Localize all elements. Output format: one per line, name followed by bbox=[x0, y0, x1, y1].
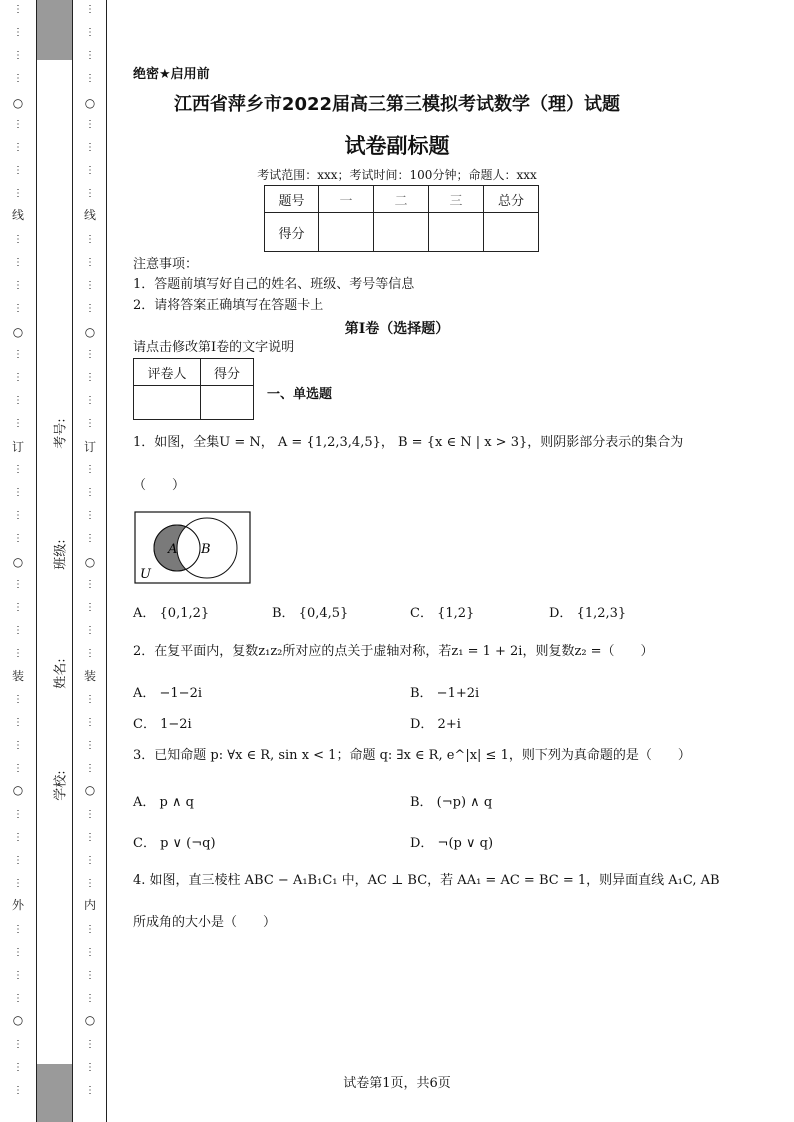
score-header: 三 bbox=[429, 186, 484, 213]
part-label: 一、单选题 bbox=[267, 387, 333, 402]
margin-dot: ⋮ bbox=[85, 878, 95, 889]
score-header: 总分 bbox=[484, 186, 539, 213]
margin-marker: 线 bbox=[11, 208, 24, 222]
margin-dot: ⋮ bbox=[13, 717, 23, 728]
venn-label-a: A bbox=[168, 542, 178, 557]
margin-dot: ⋮ bbox=[13, 280, 23, 291]
margin-dot: ⋮ bbox=[85, 763, 95, 774]
student-id-label: 考号: bbox=[53, 418, 69, 449]
margin-dot: ⋮ bbox=[85, 924, 95, 935]
exam-info: 考试范围：xxx；考试时间：100分钟；命题人：xxx bbox=[257, 168, 537, 182]
margin-dot: ⋮ bbox=[13, 924, 23, 935]
inner-dotted-column bbox=[82, 0, 98, 1122]
score-cell[interactable] bbox=[429, 213, 484, 252]
margin-dot: ⋮ bbox=[85, 648, 95, 659]
margin-circle: ○ bbox=[12, 783, 24, 797]
margin-dot: ⋮ bbox=[85, 809, 95, 820]
margin-dot: ⋮ bbox=[85, 372, 95, 383]
margin-dot: ⋮ bbox=[13, 50, 23, 61]
page-footer: 试卷第1页，共6页 bbox=[343, 1076, 451, 1091]
question-3-stem: 3．已知命题 p: ∀x ∈ R, sin x < 1；命题 q: ∃x ∈ R, e^|x| ≤ 1，则下列为真命题的是（ ） bbox=[133, 748, 691, 763]
venn-label-u: U bbox=[140, 567, 151, 582]
margin-dot: ⋮ bbox=[13, 993, 23, 1004]
margin-dot: ⋮ bbox=[85, 533, 95, 544]
margin-dot: ⋮ bbox=[85, 4, 95, 15]
margin-marker: 内 bbox=[83, 898, 96, 912]
margin-dot: ⋮ bbox=[85, 27, 95, 38]
venn-diagram bbox=[134, 511, 252, 585]
score-cell[interactable] bbox=[374, 213, 429, 252]
exam-subtitle: 试卷副标题 bbox=[344, 134, 450, 158]
margin-circle: ○ bbox=[12, 555, 24, 569]
margin-dot: ⋮ bbox=[13, 418, 23, 429]
grader-table bbox=[133, 358, 254, 420]
margin-circle: ○ bbox=[84, 325, 96, 339]
margin-dot: ⋮ bbox=[85, 579, 95, 590]
venn-label-b: B bbox=[201, 542, 211, 557]
margin-dot: ⋮ bbox=[85, 73, 95, 84]
margin-marker: 订 bbox=[11, 440, 24, 454]
margin-dot: ⋮ bbox=[13, 625, 23, 636]
margin-dot: ⋮ bbox=[85, 142, 95, 153]
margin-dot: ⋮ bbox=[13, 855, 23, 866]
margin-dot: ⋮ bbox=[85, 740, 95, 751]
margin-dot: ⋮ bbox=[13, 579, 23, 590]
margin-divider bbox=[36, 0, 37, 1122]
margin-dot: ⋮ bbox=[13, 510, 23, 521]
margin-marker: 外 bbox=[11, 898, 24, 912]
margin-dot: ⋮ bbox=[13, 464, 23, 475]
margin-divider bbox=[72, 0, 73, 1122]
margin-dot: ⋮ bbox=[13, 1039, 23, 1050]
margin-dot: ⋮ bbox=[85, 993, 95, 1004]
q2-option-c[interactable]: C． 1−2i bbox=[133, 717, 192, 732]
score-row-label: 得分 bbox=[265, 213, 319, 252]
margin-marker: 装 bbox=[11, 669, 24, 683]
margin-dot: ⋮ bbox=[13, 303, 23, 314]
margin-dot: ⋮ bbox=[85, 1085, 95, 1096]
margin-marker: 装 bbox=[83, 669, 96, 683]
margin-dot: ⋮ bbox=[13, 694, 23, 705]
q3-option-d[interactable]: D． ¬(p ∨ q) bbox=[410, 836, 494, 851]
margin-dot: ⋮ bbox=[13, 349, 23, 360]
margin-dot: ⋮ bbox=[85, 349, 95, 360]
grader-cell[interactable] bbox=[134, 386, 201, 420]
margin-dot: ⋮ bbox=[85, 717, 95, 728]
question-4-stem-cont: 所成角的大小是（ ） bbox=[133, 915, 277, 930]
score-cell[interactable] bbox=[319, 213, 374, 252]
q1-option-a[interactable]: A． {0,1,2} bbox=[133, 606, 210, 621]
margin-dot: ⋮ bbox=[85, 694, 95, 705]
margin-dot: ⋮ bbox=[85, 303, 95, 314]
school-label: 学校: bbox=[53, 770, 69, 801]
margin-dot: ⋮ bbox=[13, 1062, 23, 1073]
margin-dot: ⋮ bbox=[13, 648, 23, 659]
margin-dot: ⋮ bbox=[85, 970, 95, 981]
margin-dot: ⋮ bbox=[85, 625, 95, 636]
margin-dot: ⋮ bbox=[13, 602, 23, 613]
margin-circle: ○ bbox=[84, 96, 96, 110]
margin-circle: ○ bbox=[12, 96, 24, 110]
margin-dot: ⋮ bbox=[85, 464, 95, 475]
margin-dot: ⋮ bbox=[85, 395, 95, 406]
margin-shade-top bbox=[37, 0, 72, 60]
margin-dot: ⋮ bbox=[13, 763, 23, 774]
note-item: 2．请将答案正确填写在答题卡上 bbox=[133, 298, 324, 313]
margin-dot: ⋮ bbox=[13, 970, 23, 981]
margin-dot: ⋮ bbox=[85, 855, 95, 866]
margin-circle: ○ bbox=[84, 1013, 96, 1027]
section-instruction[interactable]: 请点击修改第I卷的文字说明 bbox=[133, 340, 295, 355]
score-table bbox=[264, 185, 539, 252]
margin-dot: ⋮ bbox=[13, 740, 23, 751]
margin-dot: ⋮ bbox=[85, 188, 95, 199]
margin-dot: ⋮ bbox=[13, 27, 23, 38]
margin-dot: ⋮ bbox=[85, 510, 95, 521]
q1-option-b[interactable]: B． {0,4,5} bbox=[272, 606, 349, 621]
q3-option-c[interactable]: C． p ∨ (¬q) bbox=[133, 836, 216, 851]
margin-dot: ⋮ bbox=[85, 418, 95, 429]
grader-cell[interactable] bbox=[201, 386, 254, 420]
grader-header: 得分 bbox=[201, 359, 254, 386]
margin-dot: ⋮ bbox=[13, 533, 23, 544]
margin-dot: ⋮ bbox=[13, 395, 23, 406]
score-header: 题号 bbox=[265, 186, 319, 213]
score-header: 一 bbox=[319, 186, 374, 213]
margin-dot: ⋮ bbox=[13, 809, 23, 820]
margin-dot: ⋮ bbox=[85, 119, 95, 130]
margin-dot: ⋮ bbox=[85, 234, 95, 245]
q2-option-d[interactable]: D． 2+i bbox=[410, 717, 461, 732]
margin-dot: ⋮ bbox=[85, 602, 95, 613]
margin-marker: 订 bbox=[83, 440, 96, 454]
exam-title: 江西省萍乡市2022届高三第三模拟考试数学（理）试题 bbox=[173, 94, 621, 115]
q1-option-d[interactable]: D． {1,2,3} bbox=[549, 606, 627, 621]
section-title: 第I卷（选择题） bbox=[344, 321, 450, 337]
margin-dot: ⋮ bbox=[13, 234, 23, 245]
margin-dot: ⋮ bbox=[85, 1062, 95, 1073]
q3-option-a[interactable]: A． p ∧ q bbox=[133, 795, 194, 810]
margin-dot: ⋮ bbox=[13, 257, 23, 268]
margin-dot: ⋮ bbox=[85, 50, 95, 61]
margin-dot: ⋮ bbox=[13, 188, 23, 199]
margin-divider bbox=[106, 0, 107, 1122]
margin-dot: ⋮ bbox=[85, 280, 95, 291]
margin-circle: ○ bbox=[12, 325, 24, 339]
margin-dot: ⋮ bbox=[85, 257, 95, 268]
margin-dot: ⋮ bbox=[85, 1039, 95, 1050]
grader-header: 评卷人 bbox=[134, 359, 201, 386]
margin-dot: ⋮ bbox=[13, 878, 23, 889]
margin-dot: ⋮ bbox=[13, 487, 23, 498]
margin-dot: ⋮ bbox=[13, 372, 23, 383]
margin-dot: ⋮ bbox=[85, 947, 95, 958]
margin-dot: ⋮ bbox=[13, 142, 23, 153]
question-1-stem: 1．如图，全集U = N， A = {1,2,3,4,5}， B = {x ∈ N | x > 3}，则阴影部分表示的集合为 bbox=[133, 435, 684, 450]
margin-dot: ⋮ bbox=[85, 832, 95, 843]
score-cell[interactable] bbox=[484, 213, 539, 252]
q1-option-c[interactable]: C． {1,2} bbox=[410, 606, 475, 621]
margin-dot: ⋮ bbox=[13, 4, 23, 15]
note-item: 1．答题前填写好自己的姓名、班级、考号等信息 bbox=[133, 277, 415, 292]
margin-circle: ○ bbox=[84, 783, 96, 797]
question-2-stem: 2．在复平面内，复数z₁z₂所对应的点关于虚轴对称，若z₁ = 1 + 2i，则复数z₂ =（ ） bbox=[133, 644, 654, 659]
margin-dot: ⋮ bbox=[85, 165, 95, 176]
name-label: 姓名: bbox=[53, 658, 69, 689]
score-header: 二 bbox=[374, 186, 429, 213]
margin-circle: ○ bbox=[12, 1013, 24, 1027]
outer-dotted-column bbox=[10, 0, 26, 1122]
margin-marker: 线 bbox=[83, 208, 96, 222]
class-label: 班级: bbox=[53, 539, 69, 570]
margin-dot: ⋮ bbox=[13, 73, 23, 84]
q2-option-b[interactable]: B． −1+2i bbox=[410, 686, 480, 701]
margin-shade-bottom bbox=[37, 1064, 72, 1122]
notes-heading: 注意事项： bbox=[133, 257, 199, 272]
margin-dot: ⋮ bbox=[85, 487, 95, 498]
secret-label: 绝密★启用前 bbox=[133, 67, 210, 82]
margin-dot: ⋮ bbox=[13, 165, 23, 176]
q3-option-b[interactable]: B． (¬p) ∧ q bbox=[410, 795, 493, 810]
question-4-stem: 4. 如图，直三棱柱 ABC − A₁B₁C₁ 中，AC ⊥ BC，若 AA₁ = AC = BC = 1，则异面直线 A₁C, AB bbox=[133, 873, 720, 888]
margin-circle: ○ bbox=[84, 555, 96, 569]
margin-dot: ⋮ bbox=[13, 1085, 23, 1096]
q2-option-a[interactable]: A． −1−2i bbox=[133, 686, 203, 701]
margin-dot: ⋮ bbox=[13, 947, 23, 958]
margin-dot: ⋮ bbox=[13, 832, 23, 843]
question-1-paren: （ ） bbox=[133, 478, 186, 493]
margin-dot: ⋮ bbox=[13, 119, 23, 130]
